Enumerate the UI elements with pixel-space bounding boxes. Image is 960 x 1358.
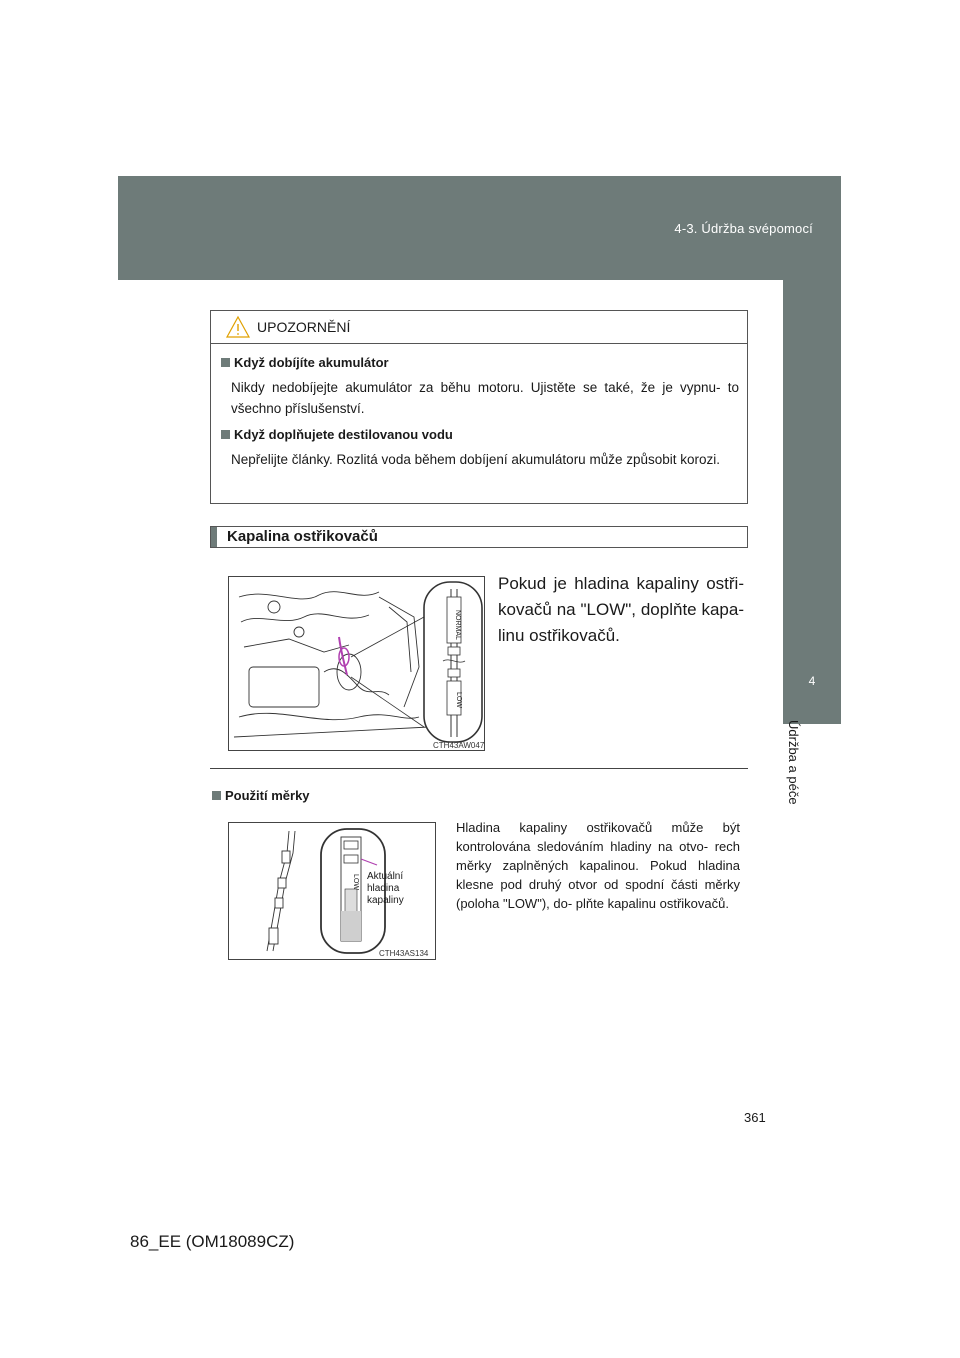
usage-paragraph: Hladina kapaliny ostřikovačů může být kontrolována sledováním hladiny na otvo- rech měrky zaplněných kapalinou. Pokud hladina klesne pod druhý otvor od spodní části měrky (poloha "LOW"), do- plňte kapalinu ostřikovačů. (456, 820, 740, 911)
warning-item-text: Nikdy nedobíjejte akumulátor za běhu motoru. Ujistěte se také, že je vypnu- to všechno příslušenství. (231, 380, 739, 416)
engine-bay-illustration (229, 577, 484, 750)
dipstick-figure (228, 822, 436, 960)
callout-line: Aktuální (367, 871, 404, 882)
chapter-title-box (776, 720, 816, 840)
current-level-callout (367, 871, 404, 907)
header-band (118, 176, 841, 280)
warning-triangle-icon (225, 315, 251, 339)
section-title: 4-3. Údržba svépomocí (674, 221, 813, 236)
figure-code: CTH43AW047 (433, 741, 485, 750)
intro-paragraph: Pokud je hladina kapaliny ostři- kovačů na "LOW", doplňte kapa- linu ostřikovačů. (498, 574, 744, 645)
warning-header (211, 311, 747, 344)
figure-code: CTH43AS134 (379, 949, 429, 958)
square-bullet-icon (212, 791, 221, 800)
square-bullet-icon (221, 358, 230, 367)
warning-item-heading: Když dobíjíte akumulátor (221, 355, 389, 370)
low-mark-label: LOW (352, 874, 359, 890)
warning-box (210, 310, 748, 504)
warning-item-text: Nepřelijte články. Rozlitá voda během dobíjení akumulátoru může způsobit korozi. (231, 452, 720, 467)
callout-line: hladina (367, 883, 400, 894)
page-number: 361 (744, 1110, 766, 1125)
chapter-title: Údržba a péče (786, 720, 801, 805)
engine-bay-figure (228, 576, 485, 751)
low-mark-label: LOW (455, 692, 462, 708)
normal-mark-label: NORMAL (454, 610, 461, 640)
side-tab-band (783, 280, 841, 656)
warning-title: UPOZORNĚNÍ (257, 319, 351, 335)
divider-rule (210, 768, 748, 769)
heading-accent-bar (211, 527, 217, 547)
subsection-heading: Použití měrky (212, 788, 310, 803)
square-bullet-icon (221, 430, 230, 439)
chapter-number: 4 (783, 656, 841, 724)
dipstick-illustration (229, 823, 435, 959)
section-heading-text: Kapalina ostřikovačů (227, 528, 378, 545)
document-code: 86_EE (OM18089CZ) (130, 1232, 295, 1251)
callout-line: kapaliny (367, 895, 404, 906)
section-heading (210, 526, 748, 548)
warning-item-heading: Když doplňujete destilovanou vodu (221, 427, 453, 442)
